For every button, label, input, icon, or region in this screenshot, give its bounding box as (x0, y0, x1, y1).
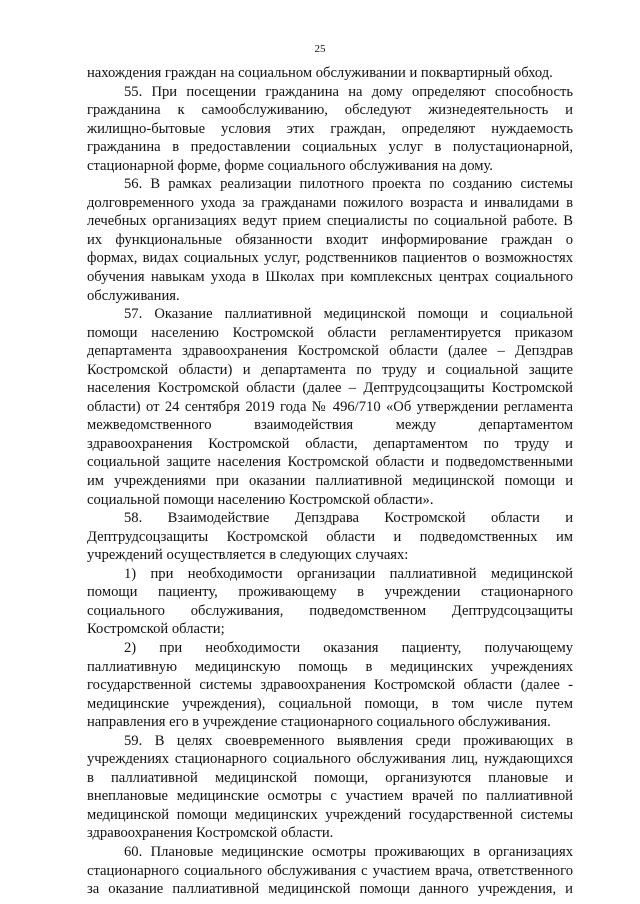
text-line: их функциональные обязанности входит информирование граждан о (87, 231, 573, 248)
text-line: здравоохранения Костромской области, департаментом по труду и (87, 435, 573, 452)
text-line: медицинской помощи медицинских учреждений государственной системы (87, 806, 573, 823)
paragraph (87, 639, 573, 732)
text-line: департамента здравоохранения Костромской области (далее – Депздрав (87, 343, 573, 360)
text-line: учреждениях стационарного социального обслуживания лиц, нуждающихся (87, 751, 573, 768)
text-line: жилищно-бытовые условия этих граждан, определяют нуждаемость (87, 120, 573, 137)
text-line: учреждений осуществляется в следующих случаях: (87, 547, 409, 564)
text-line: помощи пациенту, проживающему в учреждении стационарного (87, 584, 573, 601)
text-line: социального обслуживания, подведомственном Дептрудсоцзащиты (87, 602, 573, 619)
paragraph (87, 83, 573, 176)
text-line: социальной помощи населению Костромской области». (87, 491, 434, 508)
paragraph (87, 64, 573, 83)
text-line: области) от 24 сентября 2019 года № 496/710 «Об утверждении регламента (87, 398, 573, 415)
page-number: 25 (314, 43, 326, 55)
text-line: стационарного социального обслуживания с участием врача, ответственного (87, 862, 573, 879)
text-line: долговременного ухода за гражданами пожилого возраста и инвалидами в (87, 194, 573, 211)
text-line: гражданина к самообслуживанию, обследуют жизнедеятельность и (87, 102, 573, 119)
text-line: 2) при необходимости оказания пациенту, получающему (124, 639, 573, 656)
text-line: Костромской области) и департамента по труду и социальной защите (87, 361, 573, 378)
text-line: 57. Оказание паллиативной медицинской помощи и социальной (124, 306, 573, 323)
paragraph (87, 305, 573, 509)
text-line: 55. При посещении гражданина на дому определяют способность (124, 83, 573, 100)
text-line: государственной системы здравоохранения Костромской области (далее - (87, 677, 573, 694)
text-line: 56. В рамках реализации пилотного проекта по созданию системы (124, 176, 573, 193)
text-line: лечебных организациях ведут прием специалисты по социальной работе. В (87, 213, 573, 230)
text-line: обслуживания. (87, 287, 180, 304)
text-line: формах, видах социальных услуг, родственников пациентов о возможностях (87, 250, 573, 267)
text-line: нахождения граждан на социальном обслуживании и поквартирный обход. (87, 65, 553, 81)
text-line: 59. В целях своевременного выявления среди проживающих в (124, 732, 573, 749)
text-line: 58. Взаимодействие Депздрава Костромской области и (124, 510, 573, 527)
text-line: паллиативную медицинскую помощь в медицинских учреждениях (87, 658, 573, 675)
text-line: 60. Плановые медицинские осмотры проживающих в организациях (124, 843, 573, 860)
text-line: им учреждениями при оказании паллиативной медицинской помощи и (87, 473, 573, 490)
text-line: населения Костромской области (далее – Дептрудсоцзащиты Костромской (87, 380, 573, 397)
text-line: Костромской области; (87, 621, 225, 638)
paragraph (87, 175, 573, 305)
text-line: межведомственного взаимодействия между департаментом (87, 417, 573, 434)
text-line: здравоохранения Костромской области. (87, 825, 334, 842)
text-line: за оказание паллиативной медицинской помощи данного учреждения, и (87, 881, 573, 898)
text-line: в паллиативной медицинской помощи, организуются плановые и (87, 769, 573, 786)
text-line: Дептрудсоцзащиты Костромской области и подведомственных им (87, 528, 573, 545)
text-line: социальной защите населения Костромской области и подведомственными (87, 454, 573, 471)
text-line: внеплановые медицинские осмотры с участием врачей по паллиативной (87, 788, 573, 805)
paragraph (87, 732, 573, 843)
document-body (87, 64, 573, 899)
text-line: помощи населению Костромской области регламентируется приказом (87, 324, 573, 341)
text-line: стационарной форме, форме социального обслуживания на дому. (87, 157, 493, 174)
paragraph (87, 843, 573, 899)
text-line: 1) при необходимости организации паллиативной медицинской (124, 565, 573, 582)
text-line: обучения навыкам ухода в Школах при комплексных центрах социального (87, 269, 573, 286)
paragraph (87, 509, 573, 565)
paragraph (87, 565, 573, 639)
text-line: гражданина в предоставлении социальных услуг в полустационарной, (87, 139, 573, 156)
text-line: направления его в учреждение стационарного социального обслуживания. (87, 714, 551, 731)
text-line: медицинские учреждения), социальной помощи, в том числе путем (87, 695, 573, 712)
